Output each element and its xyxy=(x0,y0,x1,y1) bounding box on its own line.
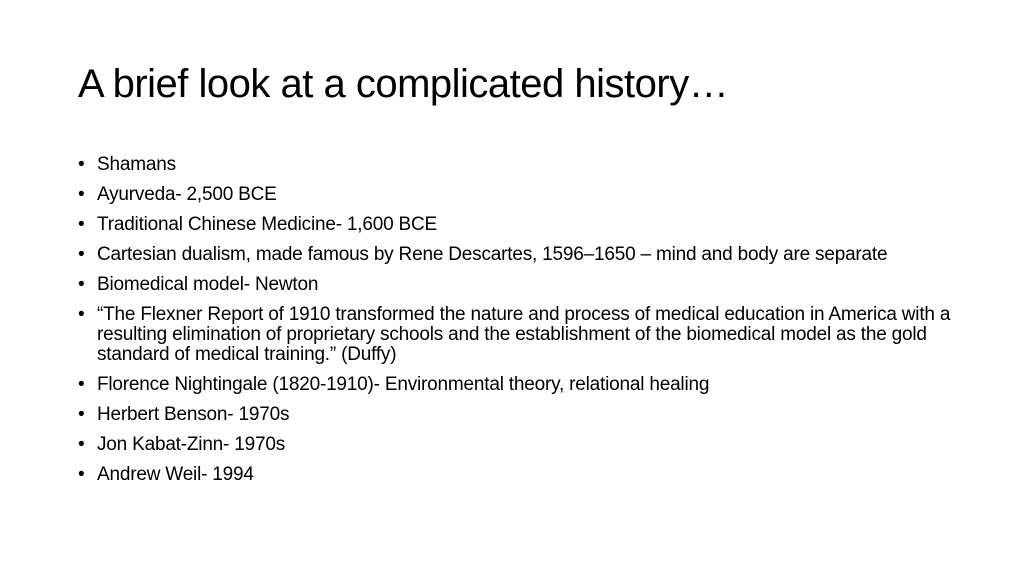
list-item xyxy=(78,275,958,295)
list-item xyxy=(78,305,958,365)
list-item-text: Cartesian dualism, made famous by Rene Descartes, 1596–1650 – mind and body are separate xyxy=(97,244,888,265)
bullet-icon: • xyxy=(78,274,85,295)
list-item-text: Herbert Benson- 1970s xyxy=(97,404,290,425)
bullet-icon: • xyxy=(78,434,85,455)
list-item-text: Ayurveda- 2,500 BCE xyxy=(97,184,277,205)
bullet-list xyxy=(78,155,958,495)
list-item-text: Jon Kabat-Zinn- 1970s xyxy=(97,434,286,455)
bullet-icon: • xyxy=(78,214,85,235)
bullet-icon: • xyxy=(78,374,85,395)
list-item-text: Biomedical model- Newton xyxy=(97,274,319,295)
list-item xyxy=(78,405,958,425)
list-item-text: Traditional Chinese Medicine- 1,600 BCE xyxy=(97,214,438,235)
list-item xyxy=(78,245,958,265)
list-item-text: Andrew Weil- 1994 xyxy=(97,464,254,485)
list-item-text: “The Flexner Report of 1910 transformed the nature and process of medical education in America with a resulting elimination of proprietary schools and the establishment of the biomedical model as the gold standard of medical training.” (Duffy) xyxy=(97,304,951,365)
bullet-icon: • xyxy=(78,404,85,425)
bullet-icon: • xyxy=(78,154,85,175)
bullet-icon: • xyxy=(78,304,85,325)
slide-title: A brief look at a complicated history… xyxy=(78,62,729,106)
list-item-text: Shamans xyxy=(97,154,176,175)
list-item xyxy=(78,435,958,455)
bullet-icon: • xyxy=(78,184,85,205)
list-item xyxy=(78,215,958,235)
list-item xyxy=(78,155,958,175)
list-item xyxy=(78,185,958,205)
list-item-text: Florence Nightingale (1820-1910)- Environmental theory, relational healing xyxy=(97,374,710,395)
bullet-icon: • xyxy=(78,464,85,485)
bullet-icon: • xyxy=(78,244,85,265)
list-item xyxy=(78,375,958,395)
list-item xyxy=(78,465,958,485)
